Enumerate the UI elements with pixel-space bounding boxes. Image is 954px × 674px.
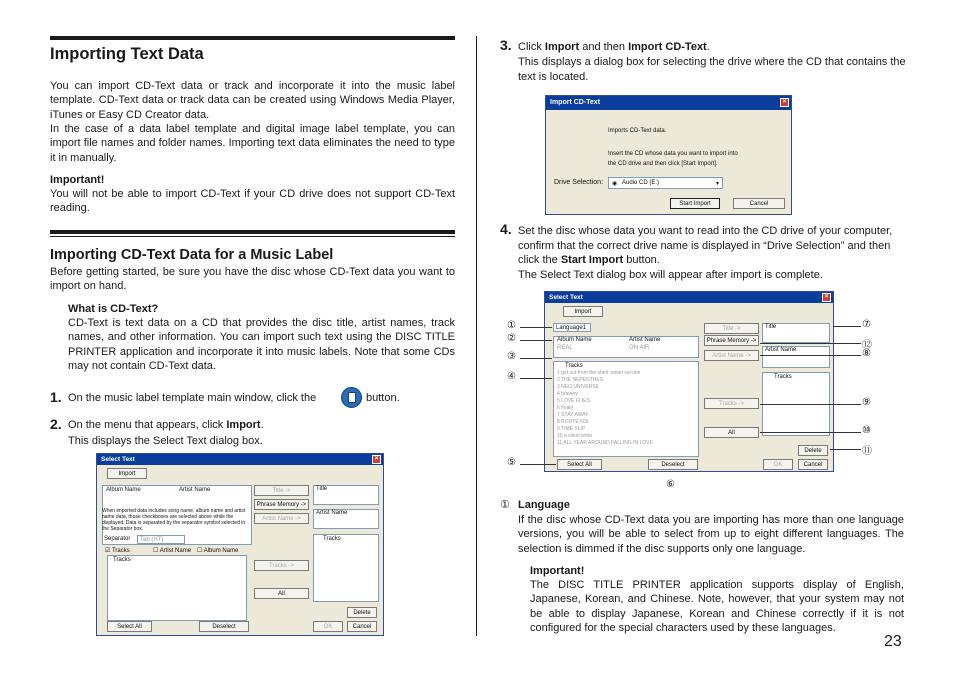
album-checkbox[interactable]: ☐ Album Name <box>197 548 239 554</box>
callout-5: ⑤ <box>507 457 516 468</box>
note-1-text: If the disc whose CD-Text data you are importing has more than one language versions, you will be able to select from up to eight different languages. The selection is dimmed if the disc supports only one language. <box>518 514 904 555</box>
import-cdtext-dialog <box>545 95 792 215</box>
tracks-list <box>107 555 247 621</box>
callout-11: ⑪ <box>862 446 872 457</box>
import-line-2: Insert the CD whose data you want to import into <box>608 151 738 157</box>
callout-1: ① <box>507 320 516 331</box>
artist-value: ON AIR <box>629 345 650 351</box>
callout-10: ⑩ <box>862 425 871 436</box>
track-row[interactable]: 11 ALL YEAR AROUND FALLING IN LOVE <box>557 440 653 446</box>
deselect-button[interactable]: Deselect <box>648 459 698 470</box>
callout-line <box>520 327 552 328</box>
track-row[interactable]: 8 ROUTE 666 <box>557 419 589 425</box>
intro-paragraph-2: In the case of a data label template and digital image label template, you can import file names and folder names. Importing text data eliminates the need to type it in manually. <box>50 123 455 164</box>
callout-4: ④ <box>507 371 516 382</box>
tracks-checkbox[interactable]: ☑ Tracks <box>105 548 130 554</box>
import-button[interactable]: Import <box>563 306 603 317</box>
callout-line <box>833 326 861 327</box>
chevron-down-icon: ▾ <box>715 181 719 187</box>
album-col-header: Album Name <box>557 337 592 343</box>
step-1-text-b: button. <box>366 392 400 404</box>
artist-name-button[interactable]: Artist Name -> <box>254 513 309 524</box>
important-label-right: Important! <box>530 565 585 577</box>
start-import-button[interactable]: Start Import <box>670 198 720 209</box>
delete-button[interactable]: Delete <box>347 607 377 618</box>
cancel-button[interactable]: Cancel <box>798 459 828 470</box>
title-button[interactable]: Title -> <box>254 485 309 496</box>
step-1-text-a: On the music label template main window, click the <box>68 392 317 404</box>
select-text-dialog-large <box>544 291 834 472</box>
callout-8: ⑧ <box>862 348 871 359</box>
callout-line <box>760 432 861 433</box>
delete-button[interactable]: Delete <box>798 445 828 456</box>
tracks-col-header: Tracks <box>565 363 583 369</box>
step-2-number: 2. <box>50 416 62 432</box>
track-row[interactable]: 1 get out from the shell -asian version <box>557 370 641 376</box>
callout-line <box>760 343 861 344</box>
column-divider <box>476 36 477 636</box>
artist-col-header: Artist Name <box>179 487 211 493</box>
step-2-text: On the menu that appears, click Import. <box>68 419 264 431</box>
callout-3: ③ <box>507 351 516 362</box>
select-text-dialog-small <box>96 453 384 636</box>
select-all-button[interactable]: Select All <box>107 621 152 632</box>
section-rule-thin <box>50 236 455 237</box>
album-value: REAL <box>557 345 573 351</box>
phrase-memory-button[interactable]: Phrase Memory -> <box>704 335 759 346</box>
dialog-titlebar: Import CD-Text × <box>546 96 791 110</box>
import-line-1: Imports CD-Text data. <box>608 128 667 134</box>
track-row[interactable]: 3 NEO UNIVERSE <box>557 384 599 390</box>
title-button[interactable]: Title -> <box>704 323 759 334</box>
what-is-label: What is CD-Text? <box>68 303 159 315</box>
callout-line <box>520 340 552 341</box>
drive-select[interactable]: ◉ Audio CD (E:) ▾ <box>608 177 723 189</box>
artist-col-header-2: Artist Name <box>765 347 797 353</box>
step-4-number: 4. <box>500 221 512 237</box>
album-col-header: Album Name <box>106 487 141 493</box>
import-button[interactable]: Import <box>107 468 147 479</box>
artist-name-button[interactable]: Artist Name -> <box>704 350 759 361</box>
tracks-col-header: Tracks <box>113 557 131 563</box>
callout-line <box>520 378 552 379</box>
track-row[interactable]: 2 THE NEPENTHES <box>557 377 604 383</box>
step-4-subtext: The Select Text dialog box will appear after import is complete. <box>518 269 823 281</box>
drive-selection-label: Drive Selection: <box>554 179 604 186</box>
section-rule <box>50 230 455 234</box>
track-row[interactable]: 6 finale <box>557 405 574 411</box>
close-icon[interactable]: × <box>372 455 381 464</box>
artist-col-header: Artist Name <box>629 337 661 343</box>
tracks-col-header-2: Tracks <box>774 374 792 380</box>
important-label: Important! <box>50 174 105 186</box>
page-title: Importing Text Data <box>50 45 204 63</box>
phrase-memory-button[interactable]: Phrase Memory -> <box>254 499 309 510</box>
close-icon[interactable]: × <box>822 293 831 302</box>
section-title: Importing CD-Text Data for a Music Label <box>50 247 334 263</box>
track-row[interactable]: 4 bravery <box>557 391 578 397</box>
step-3-subtext: This displays a dialog box for selecting the drive where the CD that contains the text is located. <box>518 56 906 83</box>
top-rule <box>50 36 455 40</box>
dialog-titlebar: Select Text × <box>545 292 833 303</box>
title-col-header: Title <box>316 486 328 492</box>
info-text: When imported data includes song name, album name and artist name data, those checkboxes are selected above while the displayed. Data is separated by the separator symbol selected in the Separator box. <box>102 508 246 532</box>
import-toolbar-icon[interactable] <box>341 387 362 408</box>
step-2-subtext: This displays the Select Text dialog box. <box>68 435 263 447</box>
document-icon <box>348 392 356 403</box>
tracks-box[interactable] <box>313 534 379 602</box>
track-row[interactable]: 5 LOVE FLIES <box>557 398 590 404</box>
all-button[interactable]: All <box>704 427 759 438</box>
ok-button[interactable]: OK <box>763 459 793 470</box>
language-select[interactable]: Language1 <box>553 323 591 332</box>
callout-7: ⑦ <box>862 319 871 330</box>
separator-select[interactable]: Tab (HT) <box>137 535 185 544</box>
all-button[interactable]: All <box>254 588 309 599</box>
note-1-label: Language <box>518 499 570 511</box>
intro-paragraph: You can import CD-Text data or track and incorporate it into the music label template. CD-Text data or track data can be created using Windows Media Player, iTunes or Easy CD Creator data. <box>50 80 455 121</box>
callout-2: ② <box>507 333 516 344</box>
callout-12: ⑫ <box>862 340 872 351</box>
callout-line <box>520 358 552 359</box>
step-3-text: Click Import and then Import CD-Text. <box>518 41 710 53</box>
callout-line <box>760 404 861 405</box>
select-all-button[interactable]: Select All <box>557 459 602 470</box>
artist-col-header-2: Artist Name <box>316 510 348 516</box>
step-1-number: 1. <box>50 389 62 405</box>
page-number: 23 <box>884 633 902 650</box>
callout-6: ⑥ <box>666 479 675 490</box>
close-icon[interactable]: × <box>780 98 789 107</box>
important-text: You will not be able to import CD-Text if your CD drive does not support CD-Text reading. <box>50 188 455 215</box>
cd-icon: ◉ <box>612 181 618 187</box>
deselect-button[interactable]: Deselect <box>199 621 249 632</box>
section-intro: Before getting started, be sure you have the disc whose CD-Text data you want to import on hand. <box>50 266 455 293</box>
step-3-number: 3. <box>500 37 512 53</box>
callout-line <box>830 449 861 450</box>
separator-label: Separator <box>104 536 131 542</box>
what-is-text: CD-Text is text data on a CD that provides the disc title, artist names, track names, and other information. You can import such text using the DISC TITLE PRINTER application and incorporate it into music labels. Note that some CDs may not contain CD-Text data. <box>68 317 455 373</box>
track-row[interactable]: 7 STAY AWAY <box>557 412 589 418</box>
important-text-right: The DISC TITLE PRINTER application supports display of English, Japanese, Korean, and Chinese. Note, however, that your system may not be able to display Japanese, Korean and Chinese correctly if it is not configured for the special characters used by these languages. <box>530 579 904 635</box>
track-row[interactable]: 9 TIME SLIP <box>557 426 586 432</box>
track-row[interactable]: 10 a silent letter <box>557 433 593 439</box>
callout-line <box>520 464 556 465</box>
cancel-button[interactable]: Cancel <box>347 621 377 632</box>
callout-9: ⑨ <box>862 397 871 408</box>
tracks-col-header-2: Tracks <box>323 536 341 542</box>
tracks-button[interactable]: Tracks -> <box>704 398 759 409</box>
dialog-titlebar: Select Text × <box>97 454 383 465</box>
title-col-header: Title <box>765 324 777 330</box>
callout-line <box>760 355 861 356</box>
note-1-number: ① <box>500 499 510 511</box>
step-4-text: Set the disc whose data you want to read into the CD drive of your computer, confirm that the correct drive name is displayed in “Drive Selection” and then click the Start Import button. <box>518 225 893 267</box>
tracks-button[interactable]: Tracks -> <box>254 560 309 571</box>
ok-button[interactable]: OK <box>313 621 343 632</box>
import-line-3: the CD drive and then click [Start Import]. <box>608 161 718 167</box>
cancel-button[interactable]: Cancel <box>733 198 785 209</box>
artist-checkbox[interactable]: ☐ Artist Name <box>153 548 192 554</box>
